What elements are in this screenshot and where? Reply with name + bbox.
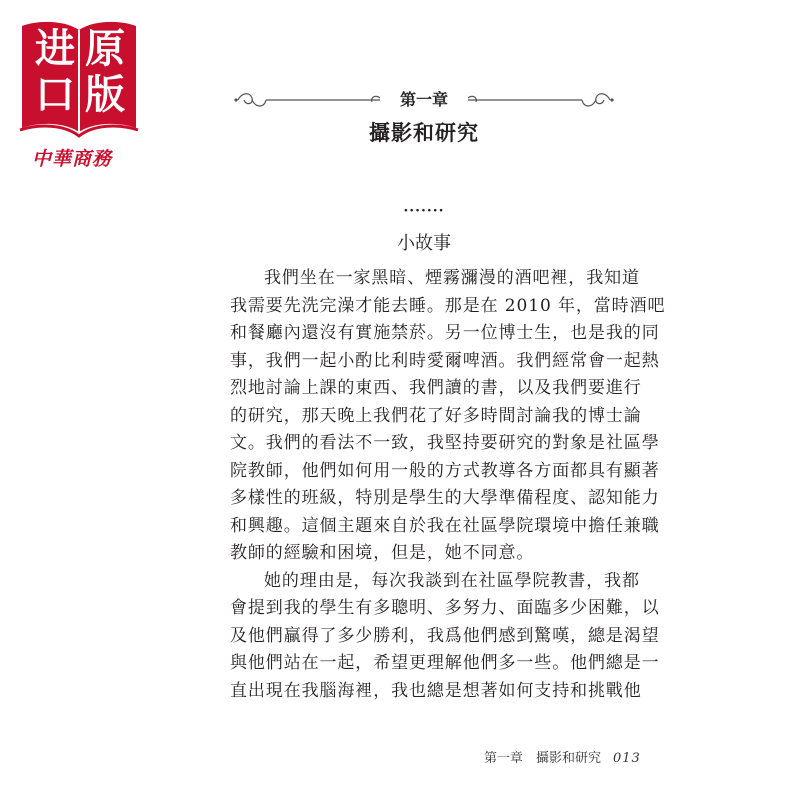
body-line: 事，我們一起小酌比利時愛爾啤酒。我們經常會一起熱 [230,350,660,371]
body-line: 及他們贏得了多少勝利，我爲他們感到驚嘆，總是渴望 [230,625,660,646]
publisher-brand: 中華商務 [32,148,113,170]
body-line: 與他們站在一起，希望更理解他們多一些。他們總是一 [230,653,660,673]
page-footer [484,747,641,766]
body-line: 和餐廳內還沒有實施禁菸。另一位博士生，也是我的同 [230,323,660,343]
body-line: 文。我們的看法不一致，我堅持要研究的對象是社區學 [230,433,660,453]
body-line: 我需要先洗完澡才能去睡。那是在 2010 年，當時酒吧 [230,295,666,316]
body-line: 的研究，那天晚上我們花了好多時間討論我的博士論 [230,405,642,426]
body-line: 會提到我的學生有多聰明、多努力、面臨多少困難，以 [230,598,660,618]
body-line: 直出現在我腦海裡，我也總是想著如何支持和挑戰他 [230,680,642,701]
section-dots: ······· [403,203,445,219]
body-line: 院教師，他們如何用一般的方式教導各方面都具有顯著 [230,460,660,481]
badge-text-import: 进 口 [35,26,75,118]
body-line: 她的理由是，每次我談到在社區學院教書，我都 [264,570,640,591]
body-line: 烈地討論上課的東西、我們讀的書，以及我們要進行 [230,378,642,398]
chapter-label: 第一章 [380,88,468,112]
page-number: 013 [613,751,641,766]
body-line: 多樣性的班級，特別是學生的大學準備程度、認知能力 [230,488,660,508]
body-line: 我們坐在一家黑暗、煙霧瀰漫的酒吧裡，我知道 [264,268,640,288]
badge-text-original: 原 版 [85,26,125,118]
import-original-badge [16,16,142,170]
chapter-title: 攝影和研究 [369,120,479,145]
body-line: 教師的經驗和困境，但是，她不同意。 [230,543,535,563]
body-text [230,265,666,705]
section-title: 小故事 [397,233,451,254]
body-line: 和興趣。這個主題來自於我在社區學院環境中擔任兼職 [230,515,660,536]
footer-chapter: 第一章 攝影和研究 [484,751,602,766]
